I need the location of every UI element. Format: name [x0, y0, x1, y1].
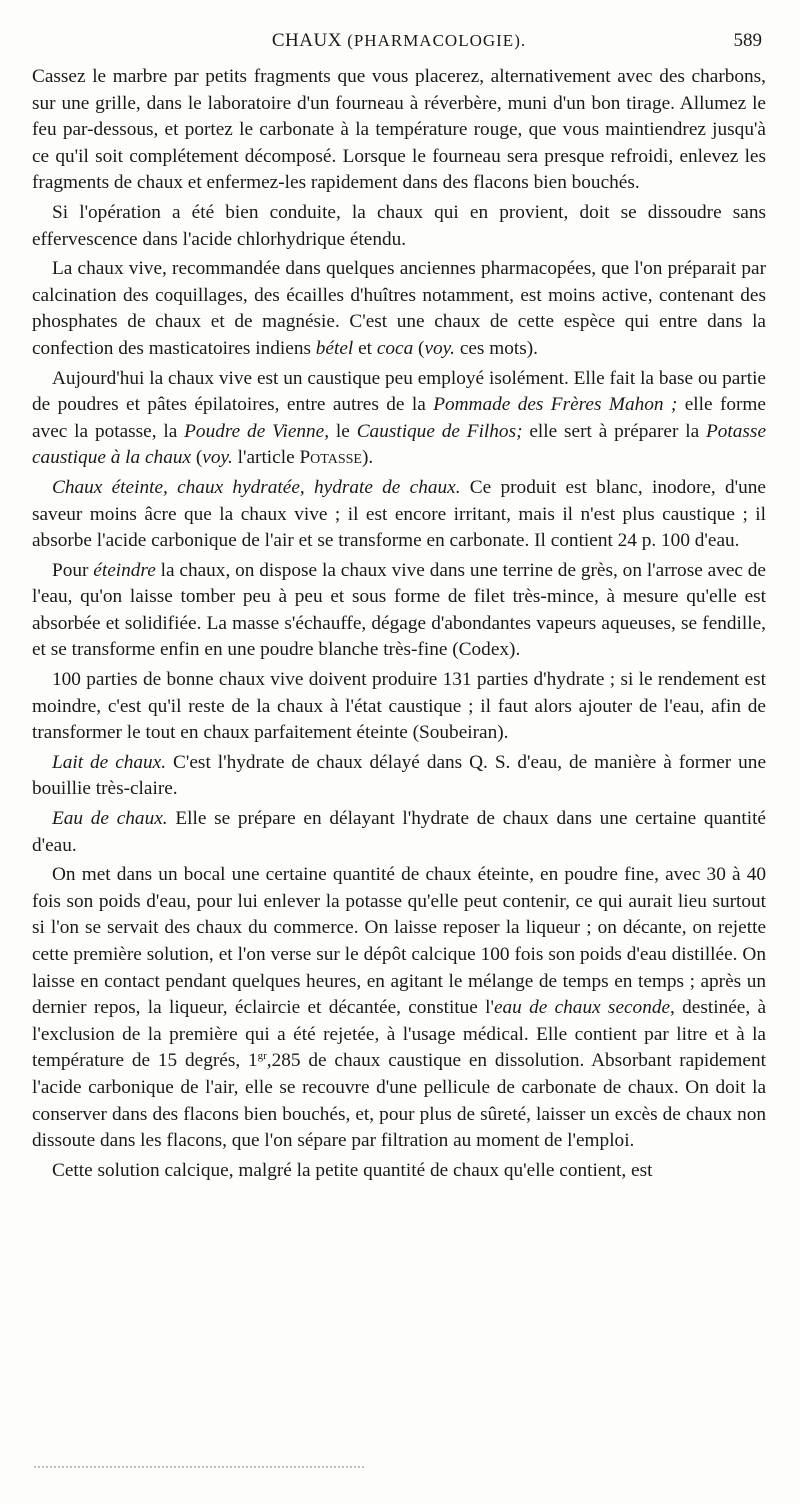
italic-run: Eau de chaux. [52, 808, 168, 830]
superscript-run: gr [257, 1050, 267, 1063]
text-run: ). [361, 447, 374, 469]
text-run: On met dans un bocal une certaine quantité de chaux éteinte, en poudre fine, avec 30 à 40 fois son poids d'eau, pour lui enlever la potasse qu'elle peut contenir, ce qui aurait lieu surtout si l'on se servait des chaux du commerce. On laisse reposer la liqueur ; on décante, on rejette cette première solution, et l'on verse sur le dépôt calcique 100 fois son poids d'eau distillée. On laisse en contact pendant quelques heures, en agitant le mélange de temps en temps ; après un dernier repos, la liqueur, éclaircie et décantée, constitue l' [32, 864, 766, 1019]
paragraph [32, 750, 766, 803]
text-run: Ce produit est blanc, inodore, d'une saveur moins âcre que la chaux vive ; il est encore irritant, mais il n'est plus caustique ; il absorbe l'acide carbonique de l'air et se transforme en carbonate. Il contient 24 p. 100 d'eau. [32, 476, 766, 552]
paragraph [32, 366, 766, 472]
italic-run: coca [376, 337, 414, 359]
text-run: Elle se prépare en délayant l'hydrate de chaux dans une certaine quantité d'eau. [32, 808, 766, 856]
text-run: elle sert à préparer la [522, 420, 707, 442]
text-run: Aujourd'hui la chaux vive est un caustique peu employé isolément. Elle fait la base ou partie de poudres et pâtes épilatoires, entre autres de la [32, 367, 766, 416]
paragraph [32, 558, 766, 664]
text-run: elle forme avec la potasse, la [32, 394, 766, 442]
page-number: 589 [733, 30, 762, 51]
italic-run: Poudre de Vienne, [184, 420, 330, 442]
paragraph [32, 64, 766, 197]
paragraph [32, 806, 766, 859]
text-run: la chaux, on dispose la chaux vive dans une terrine de grès, on l'arrose avec de l'eau, qu'on laisse tomber peu à peu et sous forme de filet très-mince, à mesure qu'elle est absorbée et solidifiée. La masse s'échauffe, dégage d'abondantes vapeurs aqueuses, se fendille, et se transforme enfin en une poudre blanche très-fine (Codex). [32, 559, 766, 661]
text-run: 100 parties de bonne chaux vive doivent produire 131 parties d'hydrate ; si le rendement est moindre, c'est qu'il reste de la chaux à l'état caustique ; il faut alors ajouter de l'eau, afin de transformer le tout en chaux parfaitement éteinte (Soubeiran). [32, 669, 766, 744]
italic-run: voy. [424, 337, 455, 359]
text-run: Pour [52, 559, 94, 581]
paragraph [32, 256, 766, 362]
italic-run: eau de chaux seconde [493, 997, 671, 1019]
italic-run: Caustique de Filhos; [356, 420, 523, 442]
paragraph [32, 667, 766, 747]
italic-run: Chaux éteinte, chaux hydratée, hydrate de chaux. [52, 476, 461, 498]
text-run: C'est l'hydrate de chaux délayé dans Q. S. d'eau, de manière à former une bouillie très-claire. [32, 751, 766, 800]
text-run: Cette solution calcique, malgré la petite quantité de chaux qu'elle contient, est [52, 1159, 653, 1181]
paragraph [32, 200, 766, 253]
text-run: le [329, 420, 357, 442]
text-run: l'article [232, 447, 300, 469]
text-run: ces mots). [455, 337, 538, 359]
running-header [32, 30, 766, 58]
paragraph [32, 862, 766, 1155]
italic-run: éteindre [93, 559, 156, 581]
text-run: ,285 de chaux caustique en dissolution. Absorbant rapidement l'acide carbonique de l'air, elle se recouvre d'une pellicule de carbonate de chaux. On doit la conserver dans des flacons bien bouchés, et, pour plus de sûreté, laisser un excès de chaux non dissoute dans les flacons, que l'on sépare par filtration au moment de l'emploi. [32, 1050, 766, 1152]
italic-run: Potasse caustique à la chaux [32, 420, 766, 469]
body-text [32, 64, 766, 1187]
paragraph [32, 475, 766, 555]
italic-run: voy. [202, 447, 233, 469]
text-run: , destinée, à l'exclusion de la première qui a été rejetée, à l'usage médical. Elle contient par litre et à la température de 15 degrés, 1 [32, 997, 767, 1072]
text-run: La chaux vive, recommandée dans quelques anciennes pharmacopées, que l'on préparait par calcination des coquillages, des écailles d'huîtres notamment, est moins active, contenant des phosphates de chaux et de magnésie. C'est une chaux de cette espèce qui entre dans la confection des masticatoires indiens [32, 258, 766, 359]
text-run: Si l'opération a été bien conduite, la chaux qui en provient, doit se dissoudre sans effervescence dans l'acide chlorhydrique étendu. [32, 201, 766, 250]
title-sub: (PHARMACOLOGIE). [347, 31, 527, 50]
footer-rule [34, 1466, 364, 1468]
running-title [32, 30, 766, 52]
italic-run: Pommade des Frères Mahon ; [433, 394, 678, 416]
text-run: ( [191, 447, 203, 469]
paragraph [32, 1158, 766, 1185]
small-caps-run: Potasse [299, 447, 362, 469]
text-run: et [353, 337, 377, 359]
italic-run: bétel [315, 337, 354, 359]
title-main: CHAUX [271, 30, 342, 51]
text-run: Cassez le marbre par petits fragments que vous placerez, alternativement avec des charbons, sur une grille, dans le laboratoire d'un fourneau à réverbère, muni d'un bon tirage. Allumez le feu par-dessous, et portez le carbonate à la température rouge, que vous maintiendrez jusqu'à ce qu'il soit complétement décomposé. Lorsque le fourneau sera presque refroidi, enlevez les fragments de chaux et enfermez-les rapidement dans des flacons bien bouchés. [32, 66, 766, 194]
italic-run: Lait de chaux. [52, 751, 167, 773]
text-run: ( [413, 337, 425, 359]
